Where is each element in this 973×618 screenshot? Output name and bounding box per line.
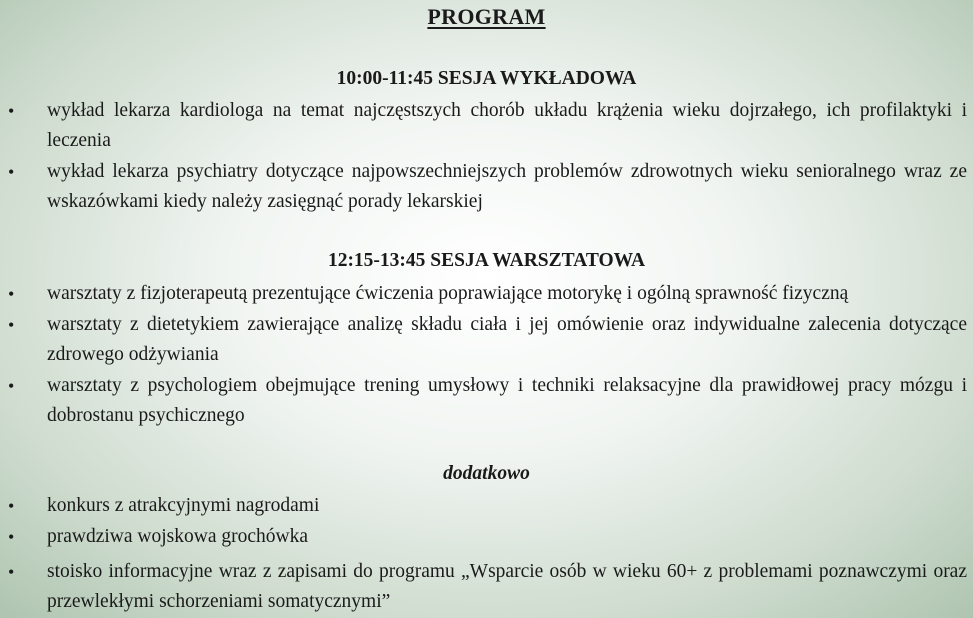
bullet-icon: • [8,315,15,335]
list-item-text: wykład lekarza psychiatry dotyczące najpowszechniejszych problemów zdrowotnych wieku senioralnego wraz ze wskazówkami kiedy należy zasięgnąć porady lekarskiej [47,161,967,212]
bullet-icon: • [8,162,15,182]
session-heading-workshop: 12:15-13:45 SESJA WARSZTATOWA [327,250,646,271]
page-title: PROGRAM [427,4,546,29]
extras-heading: dodatkowo [443,463,530,484]
list-item-text: warsztaty z fizjoterapeutą prezentujące ćwiczenia poprawiające motorykę i ogólną sprawność fizyczną [47,283,849,304]
session-heading-lecture: 10:00-11:45 SESJA WYKŁADOWA [336,68,637,89]
list-item-text: wykład lekarza kardiologa na temat najczęstszych chorób układu krążenia wieku dojrzałego, ich profilaktyki i leczenia [47,100,967,151]
bullet-icon: • [8,527,15,547]
list-item-text: stoisko informacyjne wraz z zapisami do programu „Wsparcie osób w wieku 60+ z problemami poznawczymi oraz przewlekłymi schorzeniami somatycznymi” [47,561,967,612]
list-item-text: prawdziwa wojskowa grochówka [47,526,309,547]
bullet-icon: • [8,284,15,304]
list-item-text: warsztaty z dietetykiem zawierające analizę składu ciała i jej omówienie oraz indywidualne zalecenia dotyczące zdrowego odżywiania [47,314,967,365]
bullet-icon: • [8,562,15,582]
list-item-text: warsztaty z psychologiem obejmujące trening umysłowy i techniki relaksacyjne dla prawidłowej pracy mózgu i dobrostanu psychicznego [47,375,967,426]
list-item-text: konkurs z atrakcyjnymi nagrodami [47,495,320,516]
bullet-icon: • [8,496,15,516]
bullet-icon: • [8,376,15,396]
bullet-icon: • [8,101,15,121]
